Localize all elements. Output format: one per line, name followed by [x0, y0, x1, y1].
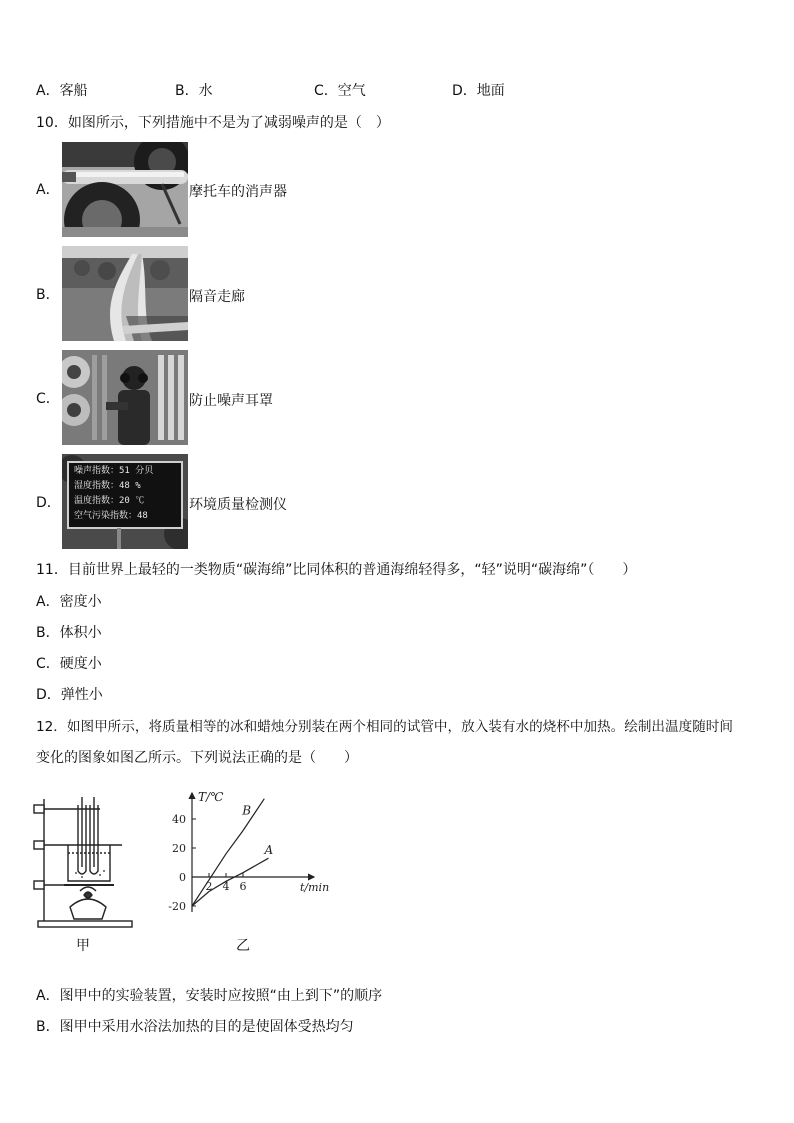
x-tick-label-0: 2 [205, 880, 213, 893]
worker-earmuffs-photo [62, 350, 188, 445]
q12-option-a: A．图甲中的实验装置，安装时应按照“由上到下”的顺序 [36, 988, 383, 1004]
q10-stem: 10．如图所示，下列措施中不是为了减弱噪声的是（ ） [36, 115, 390, 131]
x-axis-label: t/min [300, 881, 330, 894]
y-tick-label-2: 0 [179, 871, 186, 884]
q12-stem-line2: 变化的图象如图乙所示。下列说法正确的是（ ） [36, 750, 358, 766]
monitor-noise-reading: 噪声指数：51 分贝 [74, 466, 154, 476]
q10-option-a-caption: 摩托车的消声器 [189, 184, 287, 200]
q11-stem: 11．目前世界上最轻的一类物质“碳海绵”比同体积的普通海绵轻得多，“轻”说明“碳海绵”（ ） [36, 562, 637, 578]
monitor-humidity-reading: 湿度指数：48 % [74, 481, 141, 491]
y-tick-label-0: 40 [172, 813, 186, 826]
q9-option-a: A．客船 [36, 83, 88, 99]
q10-option-b-letter: B． [36, 287, 60, 303]
figure-jia-label: 甲 [76, 938, 90, 954]
series-label-B: B [242, 803, 252, 818]
q11-option-b: B．体积小 [36, 625, 102, 641]
q9-option-d: D．地面 [452, 83, 505, 99]
q9-option-b: B．水 [175, 83, 213, 99]
y-tick-label-1: 20 [172, 842, 186, 855]
soundproof-corridor-photo [62, 246, 188, 341]
q9-option-c: C．空气 [314, 83, 366, 99]
q12-option-b: B．图甲中采用水浴法加热的目的是使固体受热均匀 [36, 1019, 354, 1035]
q10-option-d-caption: 环境质量检测仪 [189, 497, 287, 513]
q10-option-a-letter: A． [36, 182, 60, 198]
q11-option-a: A．密度小 [36, 594, 102, 610]
q10-option-b-caption: 隔音走廊 [189, 289, 245, 305]
x-tick-label-2: 6 [239, 880, 247, 893]
series-line-A [192, 858, 269, 906]
q11-option-d: D．弹性小 [36, 687, 103, 703]
q12-stem-line1: 12．如图甲所示，将质量相等的冰和蜡烛分别装在两个相同的试管中，放入装有水的烧杯中加热。绘制出温度随时间 [36, 719, 733, 735]
q11-option-c: C．硬度小 [36, 656, 102, 672]
q10-option-c-caption: 防止噪声耳罩 [189, 393, 273, 409]
figure-yi-label: 乙 [236, 938, 250, 954]
x-tick-label-1: 4 [222, 880, 230, 893]
q10-option-c-letter: C． [36, 391, 60, 407]
environment-monitor-photo [62, 454, 188, 549]
q10-option-d-letter: D． [36, 495, 61, 511]
monitor-temperature-reading: 温度指数：20 ℃ [74, 496, 145, 506]
series-label-A: A [264, 843, 274, 858]
temperature-time-chart [160, 785, 340, 940]
y-axis-label: T/℃ [198, 790, 224, 804]
water-bath-apparatus-figure [30, 795, 140, 935]
y-tick-label-3: -20 [168, 900, 186, 913]
motorcycle-muffler-photo [62, 142, 188, 237]
monitor-pollution-reading: 空气污染指数：48 [74, 511, 148, 521]
